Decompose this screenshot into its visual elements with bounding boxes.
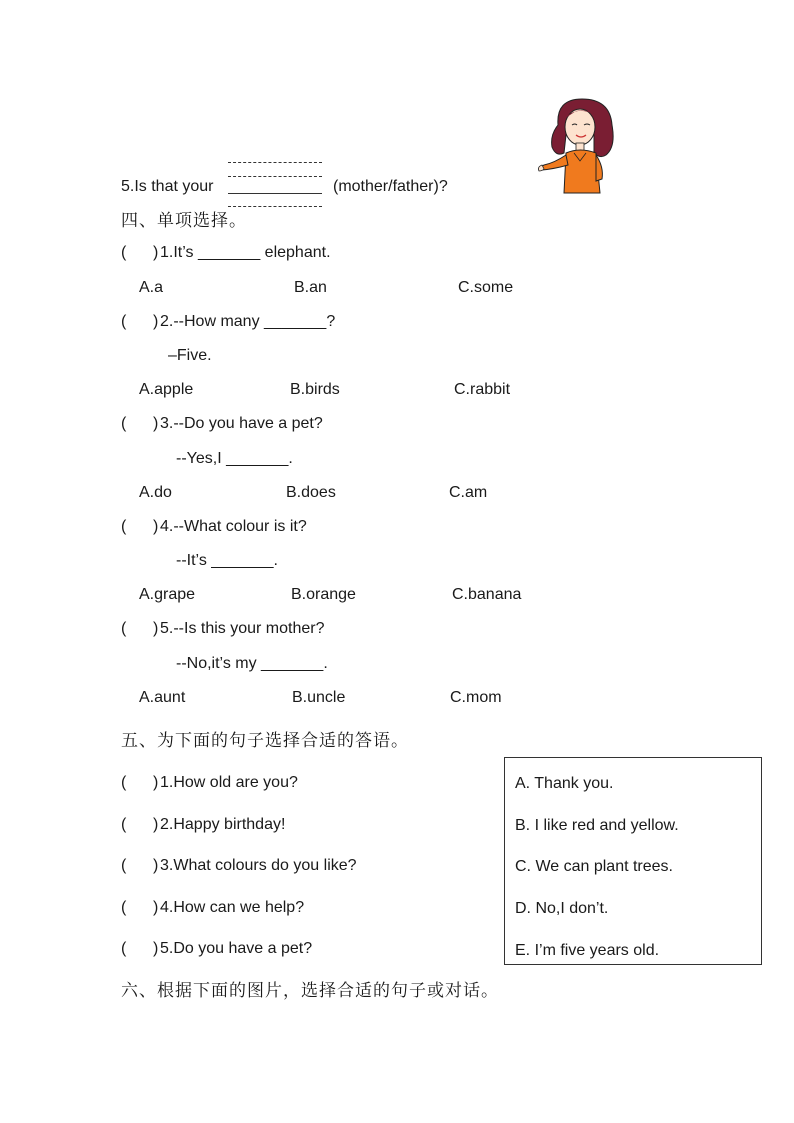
answer-paren[interactable]: ( ) — [121, 857, 159, 874]
option-c: C.banana — [452, 586, 522, 603]
dashed-guide-line — [228, 176, 322, 177]
question-stem: 2.--How many _______? — [160, 313, 336, 330]
answer-choice-b: B. I like red and yellow. — [515, 817, 679, 834]
option-b: B.orange — [291, 586, 356, 603]
dashed-guide-line — [228, 162, 322, 163]
answer-paren[interactable]: ( ) — [121, 518, 159, 535]
question-answer-line: –Five. — [168, 347, 212, 364]
option-a: A.grape — [139, 586, 196, 603]
question-answer-line: --Yes,I _______. — [176, 450, 293, 467]
option-c: C.some — [458, 279, 514, 296]
answer-paren[interactable]: ( ) — [121, 415, 159, 432]
dashed-guide-line — [228, 206, 322, 207]
answer-paren[interactable]: ( ) — [121, 899, 159, 916]
fill-in-question-5: 5.Is that your — [121, 178, 214, 195]
answer-paren[interactable]: ( ) — [121, 816, 159, 833]
question-answer-line: --It’s _______. — [176, 552, 278, 569]
match-question: 2.Happy birthday! — [160, 816, 286, 833]
option-c: C.mom — [450, 689, 502, 706]
option-c: C.am — [449, 484, 488, 501]
match-question: 5.Do you have a pet? — [160, 940, 313, 957]
option-a: A.apple — [139, 381, 194, 398]
question-stem: 1.It’s _______ elephant. — [160, 244, 331, 261]
option-a: A.aunt — [139, 689, 186, 706]
answer-choice-c: C. We can plant trees. — [515, 858, 673, 875]
answer-line[interactable] — [228, 193, 322, 194]
girl-illustration — [536, 95, 622, 195]
question-stem: 5.--Is this your mother? — [160, 620, 325, 637]
match-question: 1.How old are you? — [160, 774, 298, 791]
question-stem: 3.--Do you have a pet? — [160, 415, 323, 432]
section-5-title: 五、为下面的句子选择合适的答语。 — [121, 731, 409, 751]
option-a: A.do — [139, 484, 172, 501]
section-6-title: 六、根据下面的图片，选择合适的句子或对话。 — [121, 981, 499, 1001]
answer-paren[interactable]: ( ) — [121, 313, 159, 330]
option-a: A.a — [139, 279, 164, 296]
answer-choice-a: A. Thank you. — [515, 775, 614, 792]
match-question: 4.How can we help? — [160, 899, 305, 916]
question-answer-line: --No,it’s my _______. — [176, 655, 328, 672]
option-c: C.rabbit — [454, 381, 511, 398]
answer-paren[interactable]: ( ) — [121, 244, 159, 261]
option-b: B.does — [286, 484, 336, 501]
question-stem: 4.--What colour is it? — [160, 518, 307, 535]
fill-in-hint: (mother/father)? — [333, 178, 448, 195]
option-b: B.birds — [290, 381, 340, 398]
answer-choice-e: E. I’m five years old. — [515, 942, 660, 959]
section-4-title: 四、单项选择。 — [121, 211, 247, 231]
answer-paren[interactable]: ( ) — [121, 620, 159, 637]
answer-paren[interactable]: ( ) — [121, 774, 159, 791]
answer-choice-d: D. No,I don’t. — [515, 900, 609, 917]
answer-paren[interactable]: ( ) — [121, 940, 159, 957]
option-b: B.uncle — [292, 689, 346, 706]
option-b: B.an — [294, 279, 327, 296]
match-question: 3.What colours do you like? — [160, 857, 357, 874]
